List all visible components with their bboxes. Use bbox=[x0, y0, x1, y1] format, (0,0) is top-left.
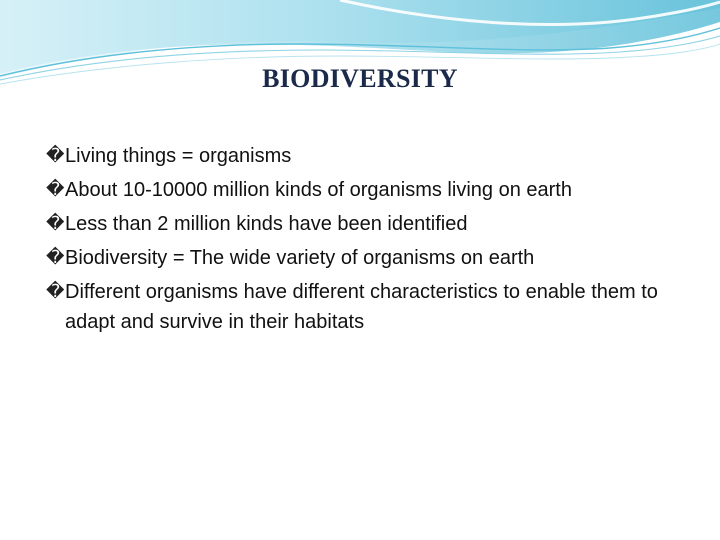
bullet-text: Biodiversity = The wide variety of organisms on earth bbox=[65, 247, 535, 269]
bullet-list bbox=[46, 141, 696, 341]
bullet-marker-icon: � bbox=[46, 213, 65, 234]
bullet-item bbox=[46, 141, 696, 171]
bullet-item bbox=[46, 175, 696, 205]
bullet-marker-icon: � bbox=[46, 247, 65, 268]
bullet-text: Different organisms have different characteristics to enable them to adapt and survive in their habitats bbox=[65, 281, 658, 333]
bullet-marker-icon: � bbox=[46, 179, 65, 200]
wave-band-main bbox=[0, 0, 720, 74]
bullet-marker-icon: � bbox=[46, 145, 65, 166]
bullet-text: Living things = organisms bbox=[65, 145, 292, 167]
bullet-item bbox=[46, 277, 696, 337]
bullet-item bbox=[46, 209, 696, 239]
slide-title: BIODIVERSITY bbox=[262, 64, 458, 93]
bullet-marker-icon: � bbox=[46, 281, 65, 302]
bullet-text: Less than 2 million kinds have been identified bbox=[65, 213, 468, 235]
bullet-item bbox=[46, 243, 696, 273]
bullet-text: About 10-10000 million kinds of organisms living on earth bbox=[65, 179, 572, 201]
